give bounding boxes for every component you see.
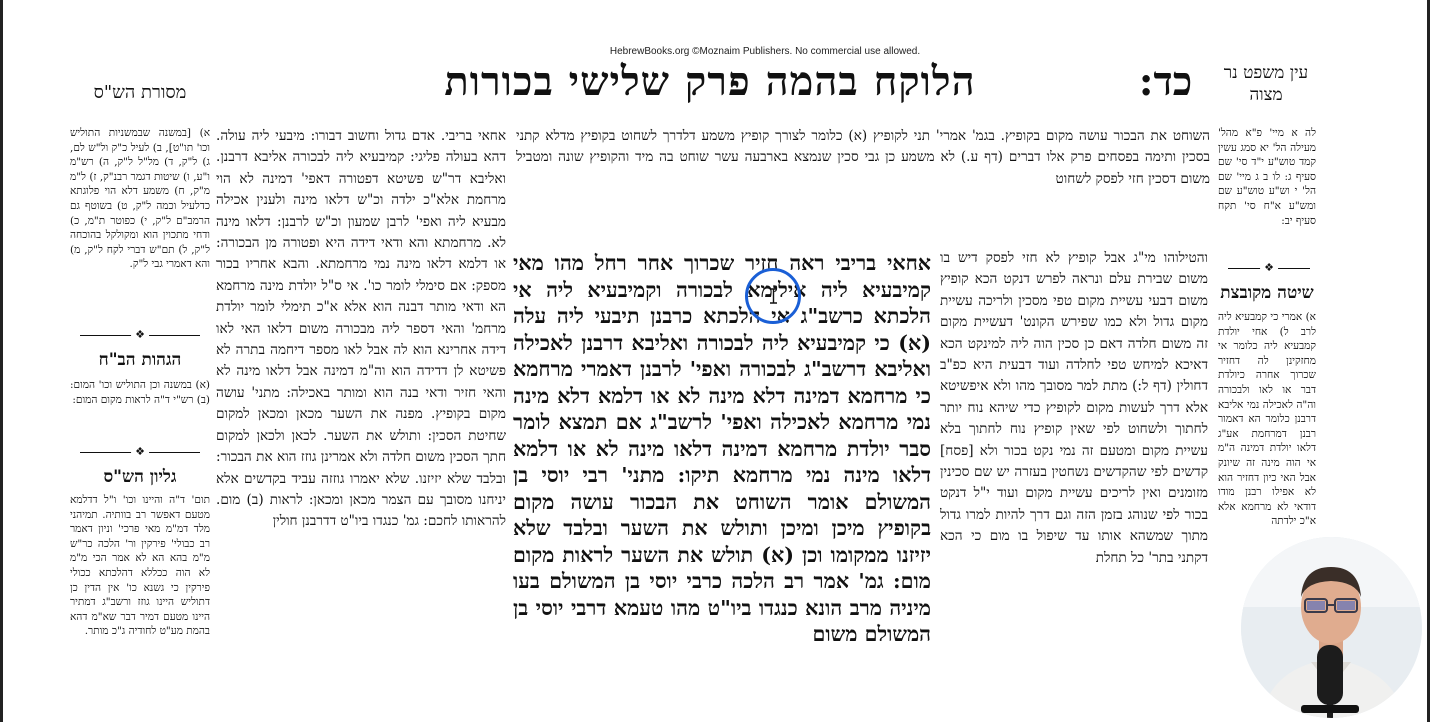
shita-mekubetzet-text: א) אמרי כי קמבעיא ליה לרב ל) אחי יולדת קמבעיא ליה כלומר אי מחזקינן לה דחזיר שכרוך אחרה כיולדת דבר או לאו ולבכורה וה"ה לאכילה נמי אליבא דרבנן כלומר הא דאמור רבנן דמרחמת אע"ג דלאו יולדת דמינה ה"מ אי הוה מינה זה שיונק אבל האי כיון דחזיר הוא לא אפילו רבנן מודו דודאי לא מרחמא אלא א"כ ילדתה bbox=[1218, 311, 1316, 528]
rashi-commentary-top: השוחט את הבכור עושה מקום בקופיץ. בגמ' אמרי' תני לקופיץ (א) כלומר לצורך קופיץ משמע דלדרך לשחוט בקופיץ מדלא קתני בסכין ותימה בפסחים פרק אלו דברים (דף ע.) לא משמע כן גבי סכין שנמצא בארבעה עשר שוחט בה מיד והקופיץ שונה ומטביל משום דסכין חזי לפסק לשחוט bbox=[516, 128, 1210, 187]
hagahot-habach-heading: הגהות הב"ח bbox=[98, 350, 182, 370]
masoret-hashas-heading: מסורת הש"ס bbox=[93, 82, 187, 103]
ein-mishpat-text: לה א מיי' פ"א מהל' מעילה הל' יא סמג עשין קמד טוש"ע י"ד סי' שם סעיף ג: לו ב ג מיי' שם הל' י וש"ע טוש"ע שם ומש"ע א"ח סי' תקח סעיף יב: bbox=[1218, 127, 1316, 227]
gilyon-hashas-heading: גליון הש"ס bbox=[103, 467, 177, 487]
tosafot-commentary: אחאי בריבי. אדם גדול וחשוב דבורו: מיבעי ליה עולה. דהא בעולה פליגי: קמיבעיא ליה לבכורה אליבא דרבנן. ואליבא דר"ש פשיטא דפטורה דאפי' דמינה לא הוי מרחמת אלא"כ ילדה וכ"ש דלאו מינה ולענין אכילה מבעיא ליה ואפי' לרבן שמעון וכ"ש לרבנן: דלאו מינה לא. מרחמתא והא ודאי דידה היא ופטורה מן הבכורה: או דלמא דלאו מינה נמי מרחמתא. והבא אחריו בכור מספק: אם סימלי לומר כו'. אי ס"ל יולדת מינה מרחמא הא ודאי מותר דבנה הוא אלא א"כ תימלי לומר יולדת מרחמ' והאי דספר ליה מבכורה משום דלאו האי לאו דידה אחרינא הוא לה אבל לאו מספר דיחמה בתרה לא פשיטא לן דדידה הוא וה"מ דמינה אבל דלאו מינה לא והאי חזיר ודאי בנה הוא ומותר באכילה: מתני' עושה מקום בקופיץ. מפנה את השער מכאן ומכאן למקום שחיטת הסכין: ותולש את השער. לכאן ולכאן למקום חתך הסכין משום חלדה ולא אמרינן גוזז הוא את הבכור: ובלבד שלא יזיזנו. שלא יאמרו גוזזה עביד בקדשים אלא יניחנו מסובך עם הצמר מכאן ומכאן: לראות (ב) מום. להראותו לחכם: גמ' כנגדו ביו"ט דדרבנן חולין bbox=[216, 128, 506, 530]
gemara-main-text: אחאי בריבי ראה חזיר שכרוך אחר רחל מהו מאי קמיבעיא ליה אילימא לבכורה וקמיבעיא ליה אי הלכתא כרשב"ג אי הלכתא כרבנן תיבעי ליה עלה (א) כי קמיבעיא ליה לבכורה ואליבא דרבנן לאכילה ואליבא דרשב"ג לבכורה ואפי' לרבנן דאמרי מרחמא כי מרחמא דמינה דלא מינה לא או דלמא דלא מינה נמי מרחמא לאכילה ואפי' לרשב"ג אם תמצא לומר סבר יולדת מרחמא דמינה דלאו מינה לא או דלמא דלאו מינה נמי מרחמא תיקו: מתני' רבי יוסי בן המשולם אומר השוחט את הבכור עושה מקום בקופיץ מיכן ומיכן ותולש את השער ובלבד שלא יזיזנו ממקומו וכן (א) תולש את השער לראות מקום מום: גמ' אמר רב הלכה כרבי יוסי בן המשולם בעו מיניה מרב הונא כנגדו ביו"ט מהו טעמא דרבי יוסי בן המשולם משום bbox=[513, 251, 931, 646]
window-edge-left bbox=[0, 0, 3, 722]
page-title: הלוקח בהמה פרק שלישי בכורות bbox=[444, 58, 976, 105]
gilyon-hashas-text: תום' ד"ה והיינו וכו' ו"ל דדלמא מטעם דאפשר רב בוותיה. תמיהני מלד דמ"מ מאי פרכי' וניון דאמר רב כבולי' פירקין ור' הלכה כר"ש מ"מ בהא הא לא אמר הכי מ"מ לא הוה ככללא דהלכתא ככולי פירקין כי גשנא כו' אין הדין כן דתוליש היינו גוזז ורשב"ג דמתיר היינו מטעם דמיר דבר שא"מ דהא בהמת מע"ט לחודיה ג"כ מותר. bbox=[70, 494, 210, 638]
hagahot-habach-text: (א) במשנה וכן התוליש וכו' המום: (ב) רש"י ד"ה לראות מקום המום: bbox=[70, 379, 210, 406]
ornament-divider: ❖ bbox=[80, 335, 200, 346]
copyright-notice: HebrewBooks.org ©Moznaim Publishers. No commercial use allowed. bbox=[609, 46, 921, 57]
folio-number: כד: bbox=[1138, 58, 1193, 105]
presenter-webcam-overlay bbox=[1241, 537, 1422, 718]
text-cursor-icon bbox=[768, 288, 779, 304]
presenter-avatar bbox=[1241, 537, 1422, 718]
shita-mekubetzet-heading: שיטה מקובצת bbox=[1220, 283, 1314, 303]
ornament-divider: ❖ bbox=[1228, 268, 1310, 279]
masoret-hashas-text: א) [במשנה שבמשניות התוליש וכו' תו"ט], ב) לעיל כ"ק ול"ש לם, ג) ל"ק, ד) מל"ל ל"ק, ה) רש"מ ו"ע, ו) שיטות דגמר רבנ"ק, ז) ל"מ מ"ק, ח) משמע דלא הוי פלוגתא כדלעיל וכמה ל"ק, ט) בשוטף גם הרמב"ם ל"ק, י) כפוטר ת"מ, כ) ודחי מתכוין הוא ומקולקל בהוכחה ל"ק, ל) תם"ש דברי לקח ל"ק, מ) והא דאמרי גבי ל"ק. bbox=[70, 127, 210, 271]
rashi-commentary-column: והטילוהו מי"ג אבל קופיץ לא חזי לפסק דיש בו משום שבירת עלם ונראה לפרש דנקט הכא קופיץ משום דבעי עשיית מקום טפי מסכין ולריכה עשיית מקום גדול ולא כמו שפירש הקונט' דעשיית מקום זה משום חלדה דאם כן סכין הוה ליה למינקט הכא דאיכא למיחש טפי לחלדה ועוד דבעית היא כפ"ב דחולין (דף ל:) מתת למר מסובך מהו ולא איפשיטא אלא דרך לעשות מקום לקופיץ כדי שיהא נוח יותר לחתוך ולשחוט לפי שאין קופיץ נוח לחתוך בלא עשיית מקום ומטעם זה נמי נקט בכור ולא [פסח] קדשים לפי שהקדשים נשחטין בעזרה יש שם סכינין מזומנים ואין לריכים עשיית מקום ועוד י"ל דנקט בכור לפי שנוהג בזמן הזה וגם דרך להיות למרו גדול מתוך שמשהא אותו עד שיפול בו מום כי הכא דקתני בתר' כל תחלת bbox=[940, 250, 1208, 566]
ein-mishpat-heading: עין משפט נר מצוה bbox=[1223, 63, 1309, 105]
ornament-divider: ❖ bbox=[80, 452, 200, 463]
